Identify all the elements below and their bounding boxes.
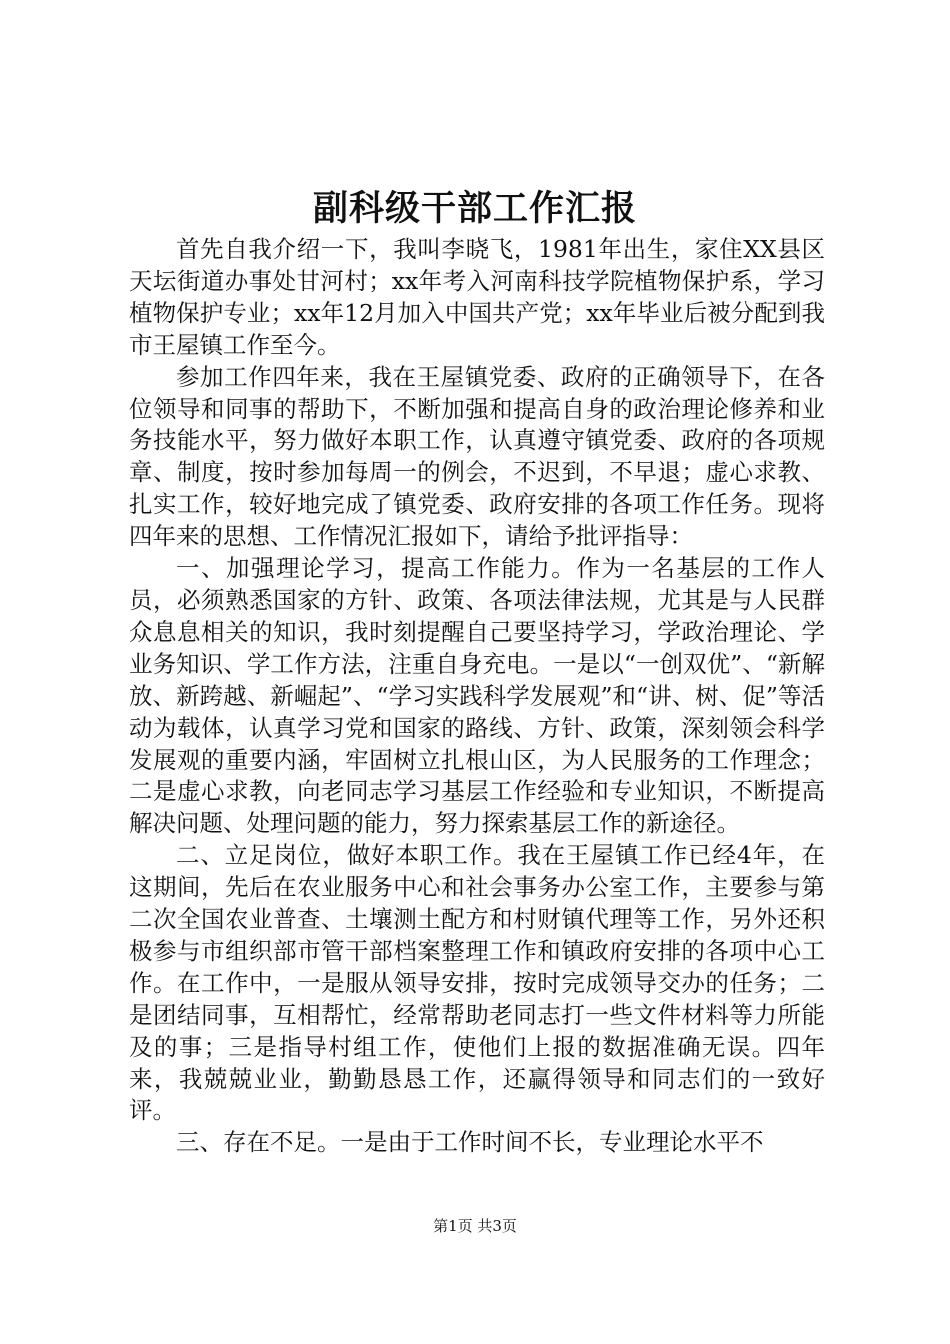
paragraph-overview: 参加工作四年来，我在王屋镇党委、政府的正确领导下，在各位领导和同事的帮助下，不断加强和提高自身的政治理论修养和业务技能水平，努力做好本职工作，认真遵守镇党委、政府的各项规章、制度，按时参加每周一的例会，不迟到，不早退；虚心求教、扎实工作，较好地完成了镇党委、政府安排的各项工作任务。现将四年来的思想、工作情况汇报如下，请给予批评指导： (129, 362, 825, 551)
paragraph-section-3: 三、存在不足。一是由于工作时间不长，专业理论水平不 (176, 1128, 764, 1157)
paragraph-section-2: 二、立足岗位，做好本职工作。我在王屋镇工作已经4年，在这期间，先后在农业服务中心和社会事务办公室工作，主要参与第二次全国农业普查、土壤测土配方和村财镇代理等工作，另外还积极参与市组织部市管干部档案整理工作和镇政府安排的各项中心工作。在工作中，一是服从领导安排，按时完成领导交办的任务；二是团结同事，互相帮忙，经常帮助老同志打一些文件材料等力所能及的事；三是指导村组工作，使他们上报的数据准确无误。四年来，我兢兢业业，勤勤恳恳工作，还赢得领导和同志们的一致好评。 (129, 841, 825, 1125)
document-body (129, 234, 825, 1159)
paragraph-section-1: 一、加强理论学习，提高工作能力。作为一名基层的工作人员，必须熟悉国家的方针、政策、各项法律法规，尤其是与人民群众息息相关的知识，我时刻提醒自己要坚持学习，学政治理论、学业务知识、学工作方法，注重自身充电。一是以“一创双优”、“新解放、新跨越、新崛起”、“学习实践科学发展观”和“讲、树、促”等活动为载体，认真学习党和国家的路线、方针、政策，深刻领会科学发展观的重要内涵，牢固树立扎根山区，为人民服务的工作理念；二是虚心求教，向老同志学习基层工作经验和专业知识，不断提高解决问题、处理问题的能力，努力探索基层工作的新途径。 (129, 554, 825, 838)
page-number-footer: 第1页 共3页 (433, 1217, 517, 1235)
paragraph-intro: 首先自我介绍一下，我叫李晓飞，1981年出生，家住XX县区天坛街道办事处甘河村；xx年考入河南科技学院植物保护系，学习植物保护专业；xx年12月加入中国共产党；xx年毕业后被分配到我市王屋镇工作至今。 (129, 235, 825, 359)
document-title: 副科级干部工作汇报 (312, 188, 637, 229)
